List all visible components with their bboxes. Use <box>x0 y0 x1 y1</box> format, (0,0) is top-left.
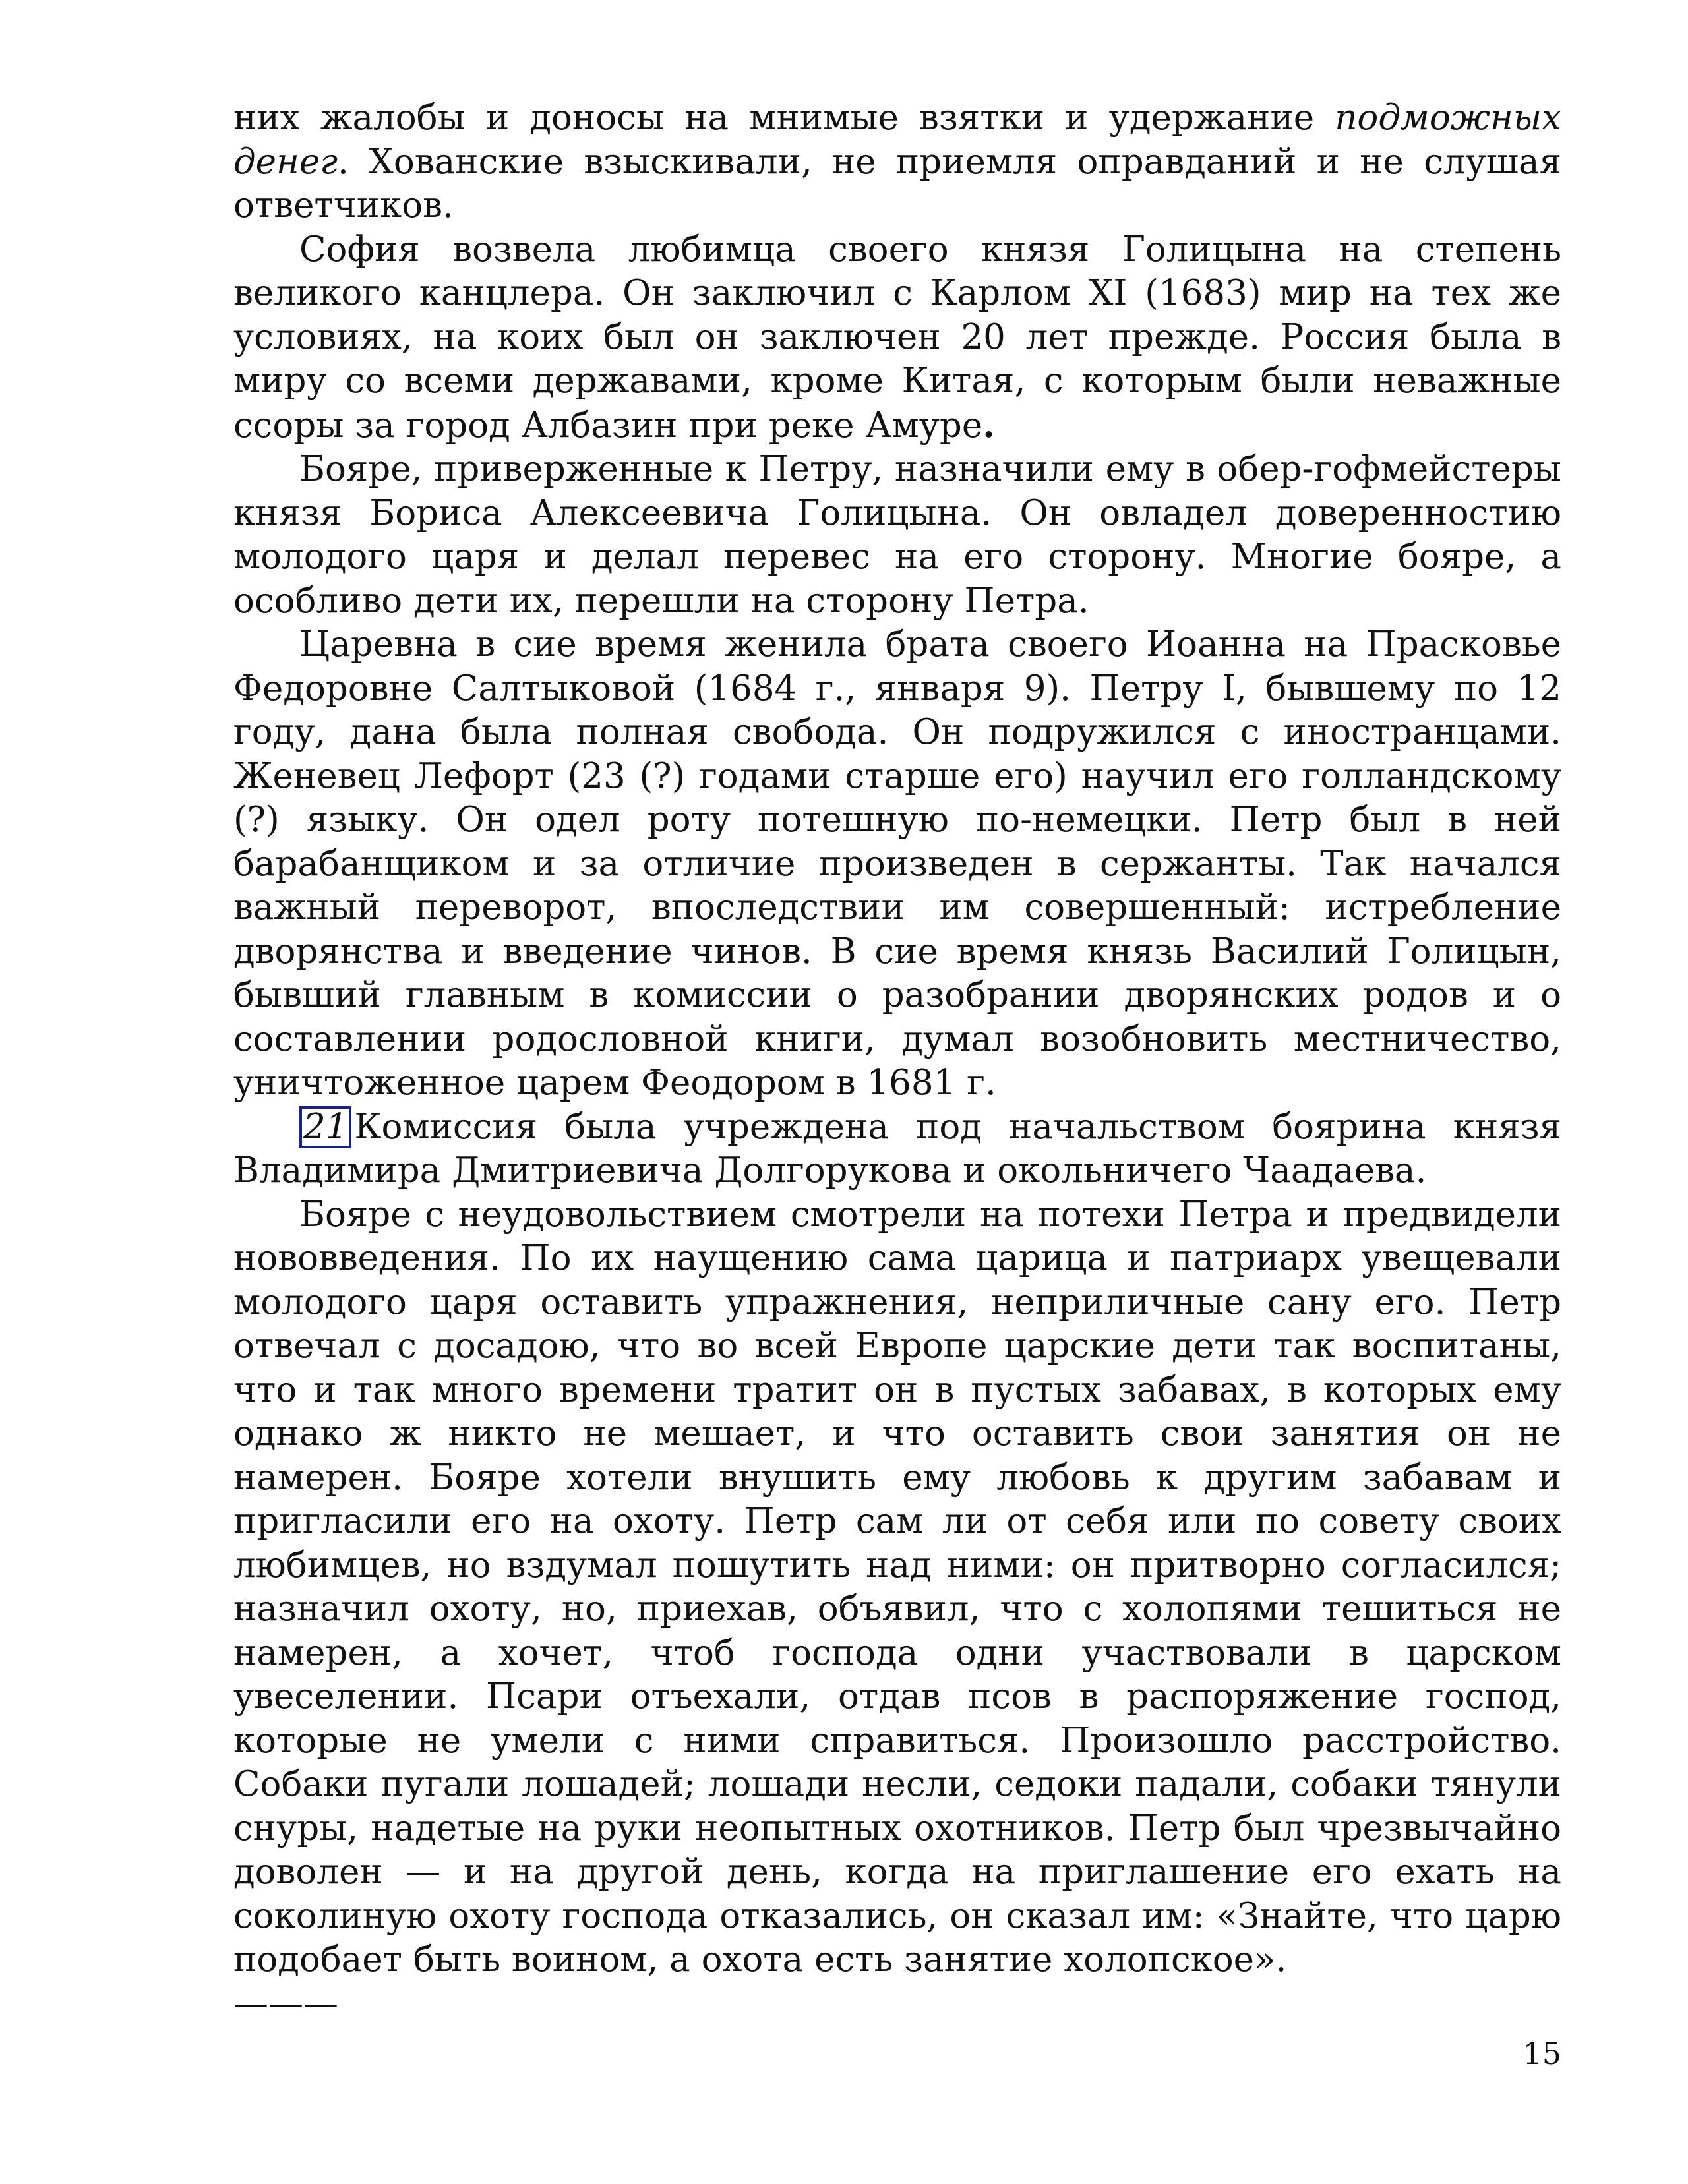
paragraph-6-text: Бояре с неудовольствием смотрели на потехи Петра и предвидели нововведения. По их наущению сама царица и патриарх увещевали молодого царя оставить упражнения, неприличные сану его. Петр отвечал с досадою, что во всей Европе царские дети так воспитаны, что и так много времени тратит он в пустых забавах, в которых ему однако ж никто не мешает, и что оставить свои занятия он не намерен. Бояре хотели внушить ему любовь к другим забавам и пригласили его на охоту. Петр сам ли от себя или по совету своих любимцев, но вздумал пошутить над ними: он притворно согласился; назначил охоту, но, приехав, объявил, что с холопями тешиться не намерен, а хочет, чтоб господа одни участвовали в царском увеселении. Псари отъехали, отдав псов в распоряжение господ, которые не умели с ними справиться. Произошло расстройство. Собаки пугали лошадей; лошади несли, седоки падали, собаки тянули снуры, надетые на руки неопытных охотников. Петр был чрезвычайно доволен — и на другой день, когда на приглашение его ехать на соколиную охоту господа отказались, он сказал им: «Знайте, что царю подобает быть воином, а охота есть занятие холопское». <box>233 1194 1561 1980</box>
paragraph-3 <box>233 448 1561 623</box>
paragraph-3-text: Бояре, приверженные к Петру, назначили ему в обер-гофмейстеры князя Бориса Алексеевича Голицына. Он овладел доверенностию молодого царя и делал перевес на его сторону. Многие бояре, а особливо дети их, перешли на сторону Петра. <box>233 449 1561 621</box>
paragraph-2-text: София возвела любимца своего князя Голицына на степень великого канцлера. Он заключил с Карлом XI (1683) мир на тех же условиях, на коих был он заключен 20 лет прежде. Россия была в миру со всеми державами, кроме Китая, с которым были неважные ссоры за город Албазин при реке Амуре <box>233 229 1561 446</box>
paragraph-2 <box>233 228 1561 448</box>
paragraph-1-emphasis: подможных денег <box>233 98 1561 182</box>
paragraph-6 <box>233 1193 1561 1982</box>
paragraph-4 <box>233 623 1561 1106</box>
paragraph-5 <box>233 1106 1561 1193</box>
page-body <box>233 96 1561 2026</box>
paragraph-1-text-before: них жалобы и доносы на мнимые взятки и удержание <box>233 98 1335 138</box>
page-number: 15 <box>1522 2036 1561 2071</box>
paragraph-1 <box>233 96 1561 228</box>
paragraph-4-text: Царевна в сие время женила брата своего Иоанна на Прасковье Федоровне Салтыковой (1684 г., января 9). Петру I, бывшему по 12 году, дана была полная свобода. Он подружился с иностранцами. Женевец Лефорт (23 (?) годами старше его) научил его голландскому (?) языку. Он одел роту потешную по-немецки. Петр был в ней барабанщиком и за отличие произведен в сержанты. Так начался важный переворот, впоследствии им совершенный: истребление дворянства и введение чинов. В сие время князь Василий Голицын, бывший главным в комиссии о разобрании дворянских родов и о составлении родословной книги, думал возобновить местничество, уничтоженное царем Феодором в 1681 г. <box>233 624 1561 1103</box>
page-reference-link[interactable]: 21 <box>299 1106 351 1148</box>
section-rule: ——— <box>233 1983 338 2024</box>
paragraph-1-text-after: . Хованские взыскивали, не приемля оправданий и не слушая ответчиков. <box>233 141 1561 225</box>
paragraph-5-text: Комиссия была учреждена под начальством боярина князя Владимира Дмитриевича Долгорукова и окольничего Чаадаева. <box>233 1106 1561 1191</box>
paragraph-2-end-mark: . <box>982 404 995 446</box>
